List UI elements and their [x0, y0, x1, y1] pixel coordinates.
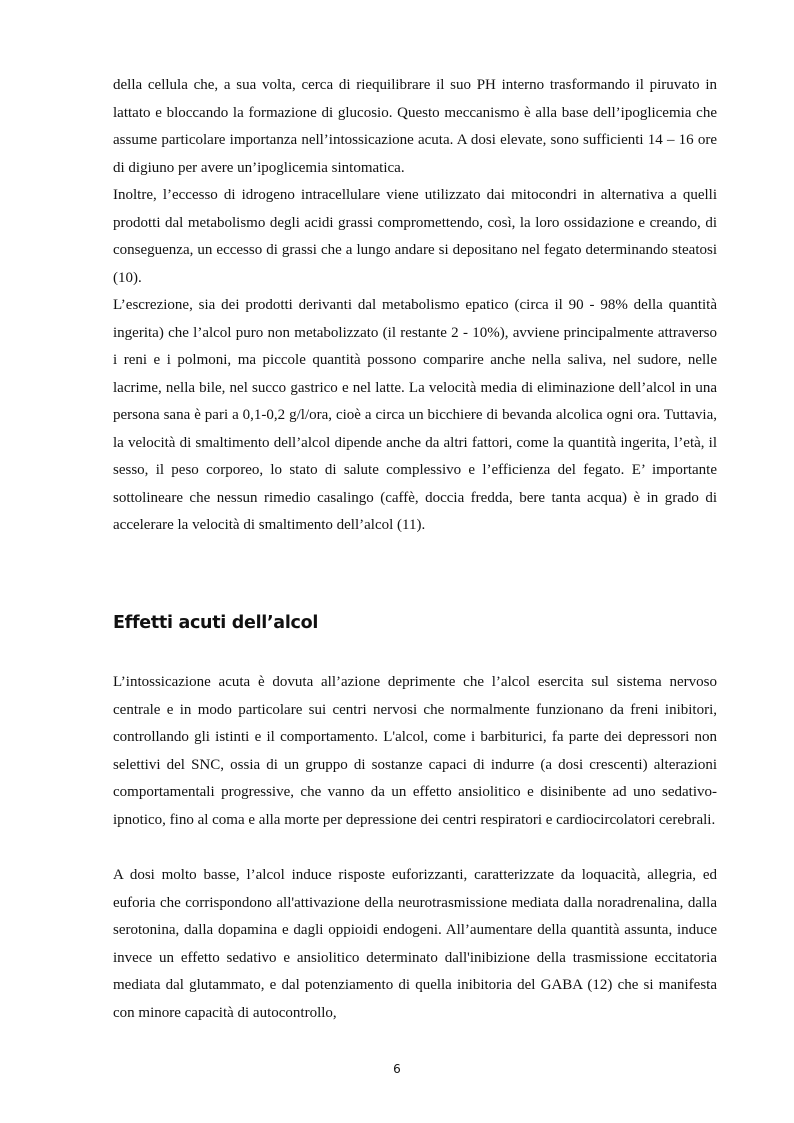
paragraph-intossicazione-acuta: L’intossicazione acuta è dovuta all’azione deprimente che l’alcol esercita sul sistema nervoso centrale e in modo particolare sui centri nervosi che normalmente funzionano da freni inibitori, controllando gli istinti e il comportamento. L'alcol, come i barbiturici, fa parte dei depressori non selettivi del SNC, ossia di un gruppo di sostanze capaci di indurre (a dosi crescenti) alterazioni comportamentali progressive, che vanno da un effetto ansiolitico e disinibente ad uno sedativo-ipnotico, fino al coma e alla morte per depressione dei centri respiratori e cardiocircolatori cerebrali. — [113, 674, 717, 828]
paragraph-escrezione: L’escrezione, sia dei prodotti derivanti dal metabolismo epatico (circa il 90 - 98% della quantità ingerita) che l’alcol puro non metabolizzato (il restante 2 - 10%), avviene principalmente attraverso i reni e i polmoni, ma piccole quantità possono comparire anche nella saliva, nel sudore, nelle lacrime, nella bile, nel succo gastrico e nel latte. La velocità media di eliminazione dell’alcol in una persona sana è pari a 0,1-0,2 g/l/ora, cioè a circa un bicchiere di bevanda alcolica ogni ora. Tuttavia, la velocità di smaltimento dell’alcol dipende anche da altri fattori, come la quantità ingerita, l’età, il sesso, il peso corporeo, lo stato di salute complessivo e l’efficienza del fegato. E’ importante sottolineare che nessun rimedio casalingo (caffè, doccia fredda, bere tanta acqua) è in grado di accelerare la velocità di smaltimento dell’alcol (11). — [113, 297, 717, 533]
paragraph-steatosi: Inoltre, l’eccesso di idrogeno intracellulare viene utilizzato dai mitocondri in alternativa a quelli prodotti dal metabolismo degli acidi grassi compromettendo, così, la loro ossidazione e creando, di conseguenza, un eccesso di grassi che a lungo andare si depositano nel fegato determinando steatosi (10). — [113, 187, 717, 286]
section-heading: Effetti acuti dell’alcol — [113, 613, 319, 633]
paragraph-dosi-basse: A dosi molto basse, l’alcol induce risposte euforizzanti, caratterizzate da loquacità, allegria, ed euforia che corrispondono all'attivazione della neurotrasmissione mediata dalla noradrenalina, dalla serotonina, dalla dopamina e dagli oppioidi endogeni. All’aumentare della quantità assunta, induce invece un effetto sedativo e ansiolitico determinato dall'inibizione della trasmissione eccitatoria mediata dal glutammato, e dal potenziamento di quella inibitoria del GABA (12) che si manifesta con minore capacità di autocontrollo, — [113, 867, 717, 1021]
page-number: 6 — [393, 1062, 401, 1076]
paragraph-ipoglicemia: della cellula che, a sua volta, cerca di riequilibrare il suo PH interno trasformando il piruvato in lattato e bloccando la formazione di glucosio. Questo meccanismo è alla base dell’ipoglicemia che assume particolare importanza nell’intossicazione acuta. A dosi elevate, sono sufficienti 14 – 16 ore di digiuno per avere un’ipoglicemia sintomatica. — [113, 77, 717, 176]
